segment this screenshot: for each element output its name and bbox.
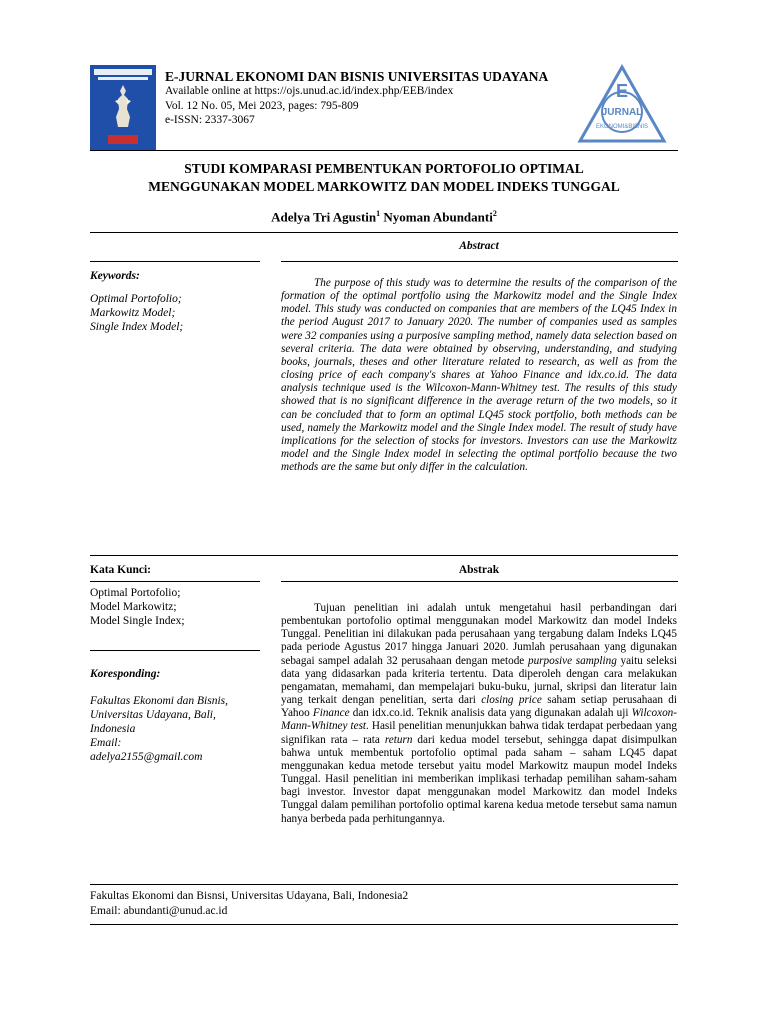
abstrak-italic-term: purposive sampling <box>527 654 617 667</box>
volume-info: Vol. 12 No. 05, Mei 2023, pages: 795-809 <box>165 100 359 112</box>
e-jurnal-triangle-logo <box>577 64 667 144</box>
koresponding-block <box>90 667 260 764</box>
article-title-line1: STUDI KOMPARASI PEMBENTUKAN PORTOFOLIO OPTIMAL <box>184 161 584 176</box>
kata-kunci-item: Model Markowitz; <box>90 601 177 613</box>
koresponding-divider <box>90 650 260 651</box>
article-title-line2: MENGGUNAKAN MODEL MARKOWITZ DAN MODEL INDEKS TUNGGAL <box>148 179 620 194</box>
footer-affiliation: Fakultas Ekonomi dan Bisnsi, Universitas Udayana, Bali, Indonesia2 <box>90 890 409 902</box>
abstrak-text-segment: . Hasil penelitian menunjukkan bahwa tidak terdapat perbedaan yang signifikan rata – rata <box>281 720 677 746</box>
abstract-heading: Abstract <box>459 240 499 252</box>
abstract-text <box>281 277 677 474</box>
available-online[interactable]: Available online at https://ojs.unud.ac.id/index.php/EEB/index <box>165 85 454 97</box>
journal-name: E-JURNAL EKONOMI DAN BISNIS UNIVERSITAS UDAYANA <box>165 69 549 84</box>
keywords-divider <box>90 261 260 262</box>
kata-kunci-item: Model Single Index; <box>90 615 185 627</box>
abstrak-italic-term: return <box>384 733 413 746</box>
header-divider <box>90 150 678 151</box>
keyword-item: Markowitz Model; <box>90 307 176 319</box>
abstrak-paragraph <box>281 602 677 826</box>
indonesian-top-divider <box>90 555 678 556</box>
author-2-affiliation: 2 <box>492 209 497 218</box>
abstrak-text <box>281 602 677 826</box>
kata-kunci-block <box>90 586 260 628</box>
koresponding-line: Universitas Udayana, Bali, <box>90 709 216 721</box>
koresponding-email[interactable]: adelya2155@gmail.com <box>90 751 203 763</box>
koresponding-line: Fakultas Ekonomi dan Bisnis, <box>90 695 228 707</box>
keyword-item: Single Index Model; <box>90 321 184 333</box>
logo-letter: E <box>615 81 629 101</box>
abstrak-text-segment: dari kedua model tersebut, sehingga dapat disimpulkan bahwa untuk membentuk portofolio optimal pada saham – saham LQ45 dapat menggunakan kedua metode tersebut yaitu model Markowitz maupun model Indeks Tunggal. Hasil penelitian ini memberikan implikasi terhadap pemilihan saham-saham bagi investor. Investor dapat menggunakan model Markowitz dan model Indeks Tunggal dalam pemilihan portofolio optimal karena kedua metode tersebut sama namun hanya berbeda pada perhitungannya. <box>281 733 677 825</box>
authors <box>90 209 678 225</box>
abstrak-text-segment: saham setiap perusahaan di Yahoo <box>281 694 677 720</box>
logo-ring-bottom: EKONOMI&BISNIS <box>595 124 649 130</box>
abstrak-italic-term: Wilcoxon-Mann-Whitney test <box>281 707 677 733</box>
footer-email[interactable]: Email: abundanti@unud.ac.id <box>90 905 228 917</box>
cover-base <box>108 135 138 144</box>
kata-kunci-heading: Kata Kunci: <box>90 564 152 576</box>
abstrak-text-segment: yaitu seleksi data yang didasarkan pada kriteria tertentu. Data diperoleh dengan cara melakukan pengamatan, memahami, dan mempelajari buku-buku, jurnal, skripsi dan literatur lain yang terkait dengan penelitian, serta dari <box>281 654 677 707</box>
abstrak-text-segment: dan idx.co.id. Teknik analisis data yang digunakan adalah uji <box>349 707 632 720</box>
footer-bottom-divider <box>90 924 678 925</box>
abstrak-text-segment: Tujuan penelitian ini adalah untuk mengetahui hasil perbandingan dari pembentukan portofolio optimal menggunakan model Markowitz dan model Indeks Tunggal. Penelitian ini dilakukan pada perusahaan yang tergabung dalam Indeks LQ45 pada periode Agustus 2017 hingga Januari 2020. Jumlah perusahaan yang digunakan sebagai sampel adalah 32 perusahaan dengan metode <box>281 602 677 667</box>
abstrak-italic-term: Finance <box>312 707 350 720</box>
abstrak-divider <box>281 581 678 582</box>
kata-kunci-item: Optimal Portofolio; <box>90 587 181 599</box>
keywords-block <box>90 269 260 334</box>
kata-kunci-divider <box>90 581 260 582</box>
author-1: Adelya Tri Agustin <box>271 209 377 225</box>
statue-icon <box>112 83 134 131</box>
logo-ring-top: JURNAL <box>601 107 643 118</box>
english-top-divider <box>90 232 678 233</box>
cover-subtitle-band <box>98 77 148 80</box>
koresponding-heading: Koresponding: <box>90 668 161 680</box>
issn: e-ISSN: 2337-3067 <box>165 114 255 126</box>
footer-divider <box>90 884 678 885</box>
author-1-affiliation: 1 <box>376 209 381 218</box>
keywords-heading: Keywords: <box>90 270 140 282</box>
abstrak-italic-term: closing price <box>481 694 542 707</box>
abstrak-heading: Abstrak <box>458 564 500 576</box>
keyword-item: Optimal Portofolio; <box>90 293 182 305</box>
journal-cover-thumbnail <box>90 65 156 151</box>
koresponding-line: Email: <box>90 737 122 749</box>
author-2: Nyoman Abundanti <box>383 209 493 225</box>
cover-title-band <box>94 69 152 75</box>
abstract-divider <box>281 261 678 262</box>
koresponding-line: Indonesia <box>90 723 136 735</box>
abstract-paragraph: The purpose of this study was to determine the results of the comparison of the formation of the optimal portfolio using the Markowitz model and the Single Index model. This study was conducted on companies that are members of the LQ45 Index in the period August 2017 to January 2020. The number of companies used as samples were 32 companies using a purposive sampling method, namely data selection based on several criteria. The data were obtained by observing, understanding, and studying books, journals, theses and other literature related to research, as well as from the closing price of each company's shares at Yahoo Finance and idx.co.id. The data analysis technique used is the Wilcoxon-Mann-Whitney test. The results of this study showed that is no significant difference in the average return of the two models, so it can be concluded that to form an optimal LQ45 stock portfolio, both methods can be used, namely the Markowitz model and the Single Index model. The result of study have implications for the selection of stocks for investors. Investors can use the Markowitz model and the Single Index model in selecting the optimal portfolio because the two methods are the same but only differ in the calculation. <box>281 277 677 474</box>
